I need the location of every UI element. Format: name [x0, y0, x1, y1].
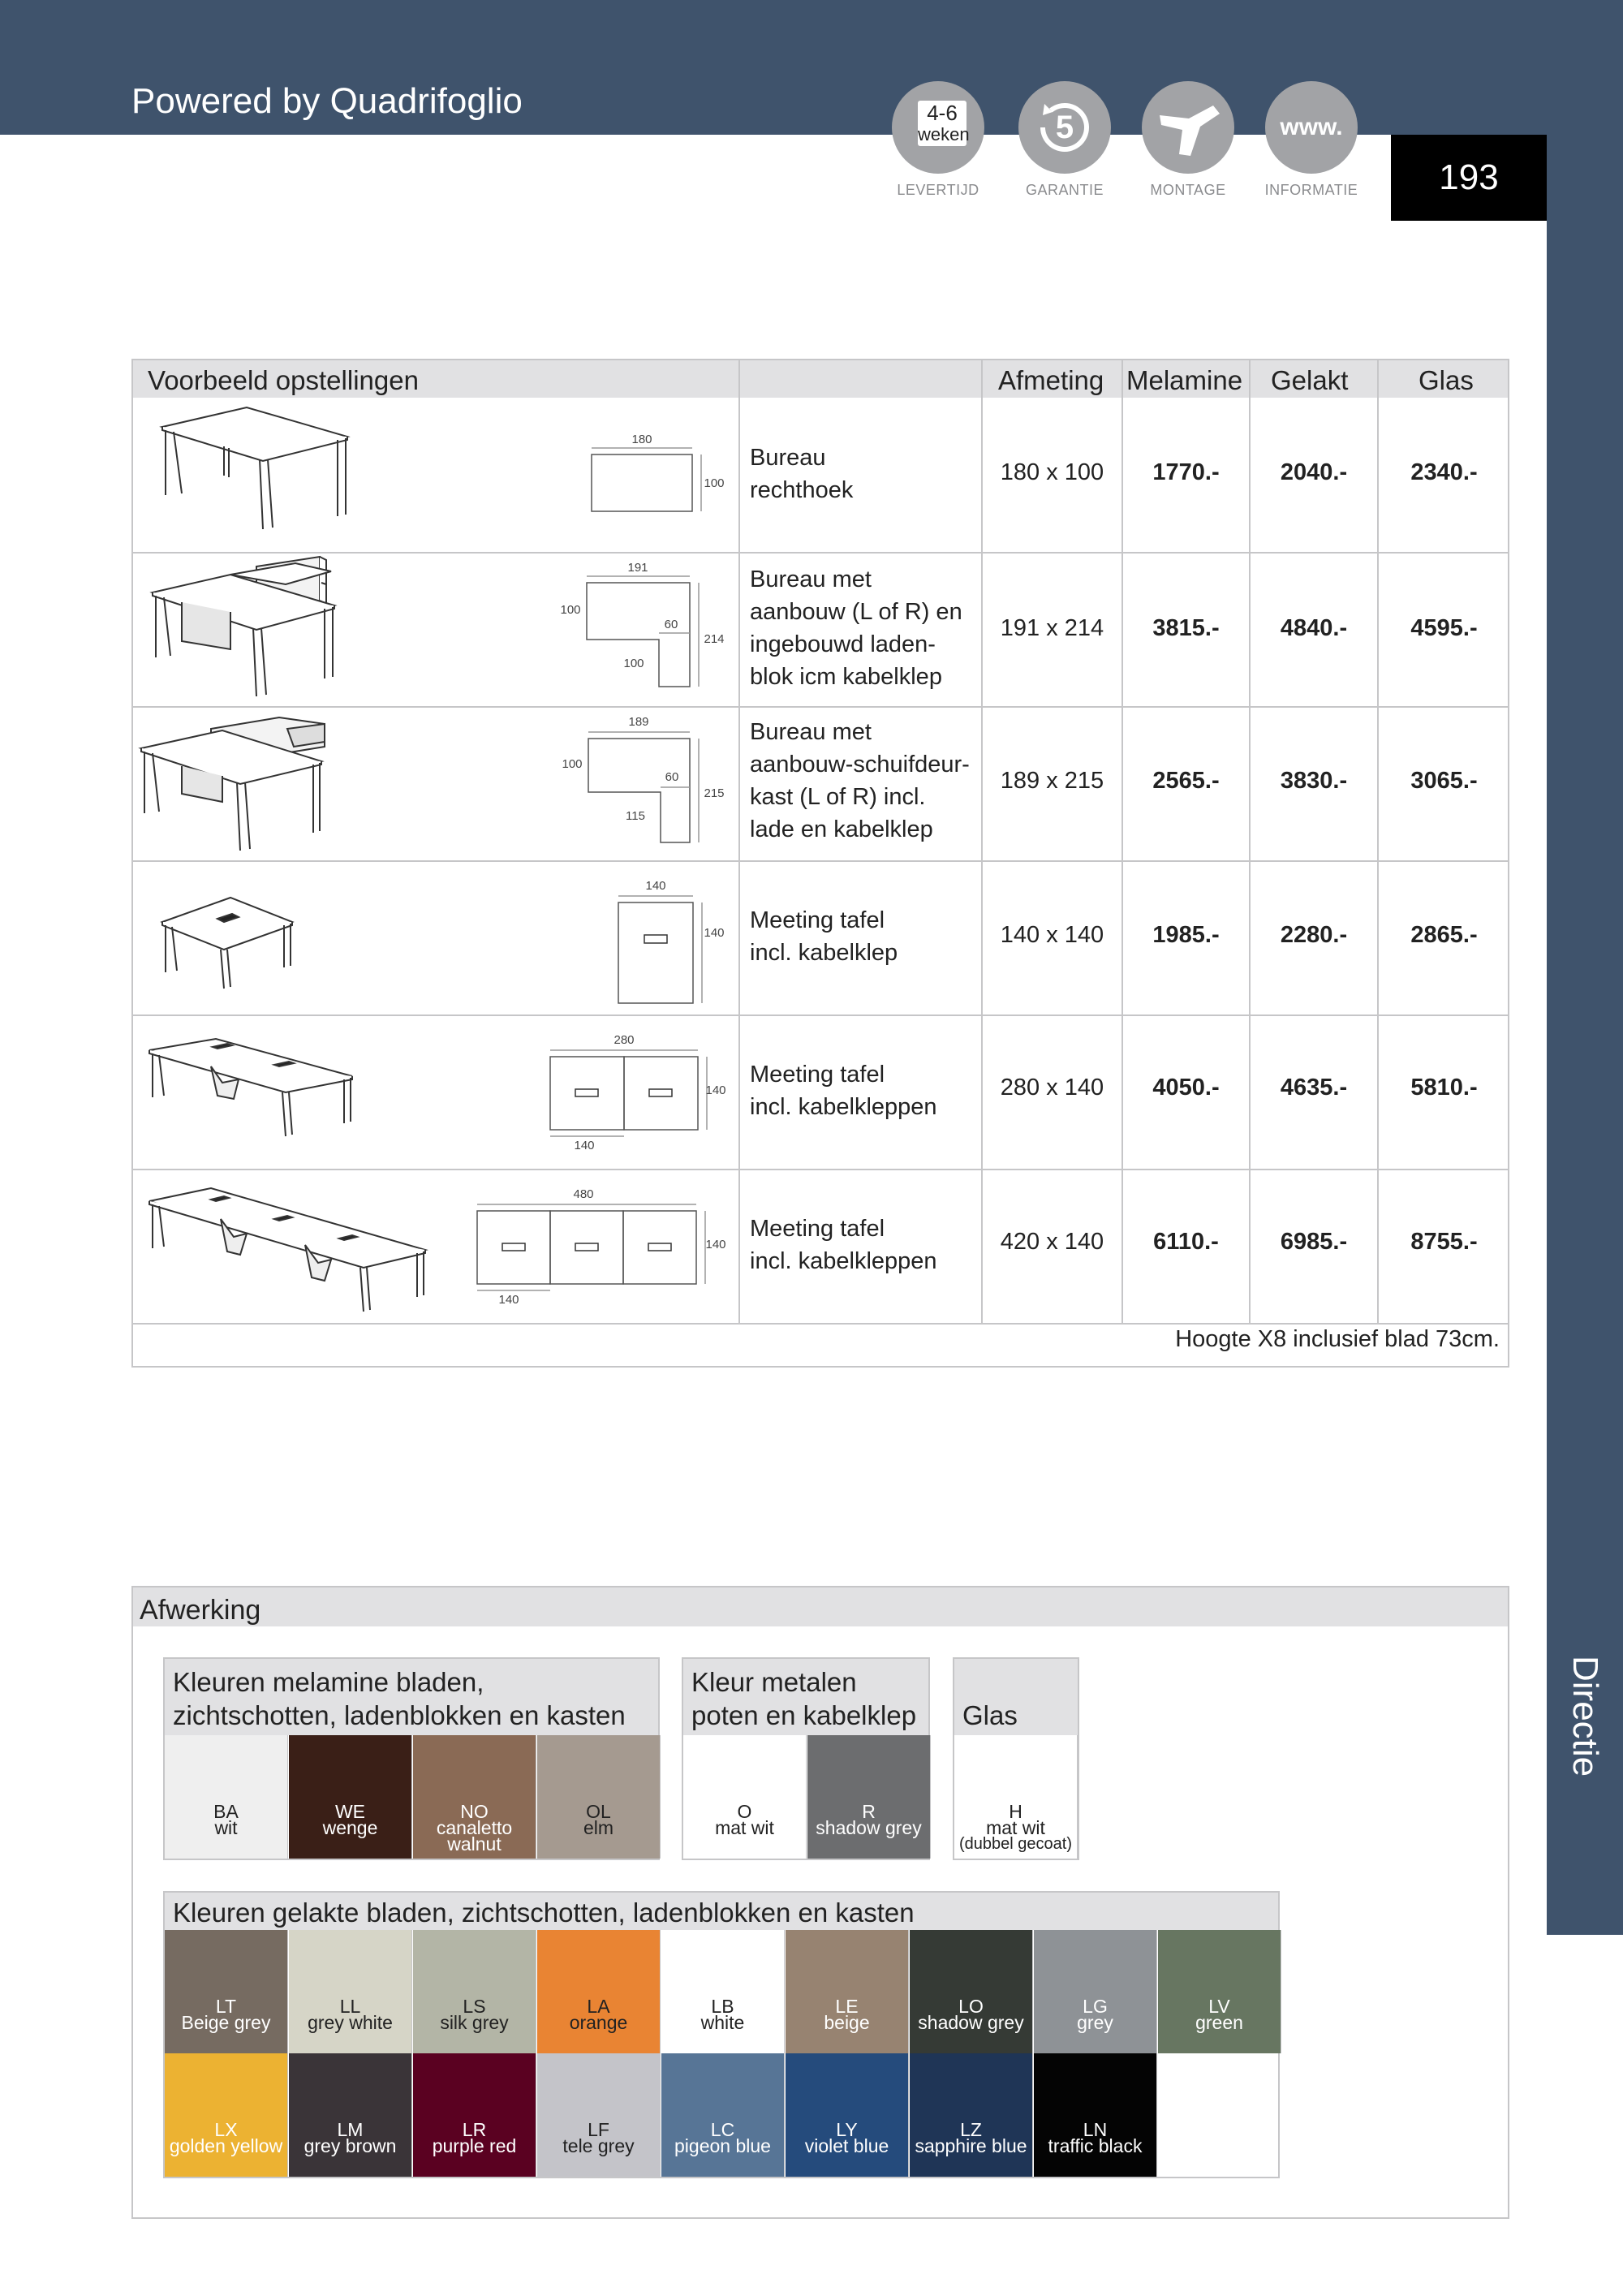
dim-width: 180: [631, 433, 652, 446]
dim-depth: 100: [562, 757, 583, 771]
swatch-name: green: [1195, 2012, 1243, 2033]
wrench-icon: [1142, 81, 1234, 174]
truck-icon: [892, 81, 984, 174]
price-lacquered: 2040.-: [1280, 459, 1348, 485]
swatch-code: LY: [836, 2119, 858, 2140]
table-row: [133, 706, 1508, 860]
swatch-label: [1034, 2119, 1156, 2156]
warranty-label: GARANTIE: [1025, 182, 1104, 198]
color-swatch-lx: [165, 2053, 288, 2177]
price-glass: 8755.-: [1410, 1229, 1478, 1255]
color-swatch-lc: [661, 2053, 785, 2177]
desc-line: kast (L of R) incl.: [750, 784, 926, 810]
warranty-5-icon: [1018, 81, 1111, 174]
finishes-panel: [131, 1586, 1509, 2219]
swatch-label: [954, 1803, 1077, 1852]
dim-depth: 140: [705, 1083, 726, 1097]
swatch-label: [537, 1998, 660, 2031]
group-title-line: Kleur metalen: [691, 1667, 857, 1697]
swatch-name: tele grey: [562, 2135, 635, 2156]
dim-width: 191: [627, 561, 648, 575]
swatch-code: LE: [835, 1996, 859, 2017]
size-cell: 420 x 140: [1000, 1229, 1104, 1255]
swatch-label: [683, 1803, 806, 1836]
dim-depth: 140: [705, 1238, 726, 1251]
group-title-line: zichtschotten, ladenblokken en kasten: [173, 1700, 626, 1730]
swatch-name: mat wit: [715, 1817, 774, 1838]
swatch-name: grey: [1077, 2012, 1113, 2033]
meeting-table-double-illustration: [133, 1014, 738, 1169]
product-table: [131, 359, 1509, 1368]
color-swatch-lg: [1034, 1930, 1157, 2053]
size-cell: 280 x 140: [1000, 1075, 1104, 1101]
swatch-name: purple red: [432, 2135, 517, 2156]
dim-width: 140: [645, 879, 666, 893]
swatch-name: golden yellow: [169, 2135, 283, 2156]
header-glass: Glas: [1419, 365, 1474, 395]
page-number: 193: [1391, 135, 1547, 221]
color-swatch-le: [786, 1930, 909, 2053]
melamine-colors-group: [163, 1657, 660, 1860]
swatch-name: elm: [583, 1817, 614, 1838]
metal-group-title: [683, 1659, 928, 1735]
assembly-label: MONTAGE: [1150, 182, 1226, 198]
row-description: [750, 1058, 985, 1123]
swatch-name: white: [700, 2012, 745, 2033]
color-swatch-lr: [413, 2053, 536, 2177]
header-melamine: Melamine: [1126, 365, 1243, 395]
swatch-code: LX: [214, 2119, 238, 2140]
swatch-name: Beige grey: [181, 2012, 271, 2033]
color-swatch-lt: [165, 1930, 288, 2053]
desk-extension-drawer-illustration: [133, 552, 738, 706]
price-melamine: 1770.-: [1152, 459, 1220, 485]
color-swatch-ln: [1034, 2053, 1157, 2177]
swatch-code: R: [862, 1801, 876, 1822]
swatch-code: LG: [1083, 1996, 1108, 2017]
swatch-code: LN: [1083, 2119, 1108, 2140]
delivery-time-badge: [885, 81, 991, 199]
price-lacquered: 4635.-: [1280, 1075, 1348, 1101]
color-swatch-ol: [537, 1735, 661, 1859]
swatch-label: [1158, 1998, 1281, 2031]
dim-extension: 60: [664, 618, 678, 631]
swatch-name: beige: [824, 2012, 870, 2033]
brand-title: Powered by Quadrifoglio: [131, 81, 523, 121]
swatch-name: grey brown: [304, 2135, 397, 2156]
color-swatch-ba: [165, 1735, 288, 1859]
dim-base: 100: [623, 657, 644, 670]
swatch-label: [289, 1803, 411, 1836]
swatch-code: BA: [213, 1801, 239, 1822]
metal-color-group: [682, 1657, 930, 1860]
swatch-code: OL: [586, 1801, 611, 1822]
delivery-weeks-unit: weken: [918, 124, 970, 144]
swatch-code: LR: [462, 2119, 487, 2140]
www-icon: [1265, 81, 1358, 174]
price-melamine: 3815.-: [1152, 615, 1220, 641]
swatch-label: [413, 1803, 536, 1852]
dim-base: 140: [574, 1139, 595, 1152]
swatch-label: [165, 2119, 287, 2156]
meeting-table-triple-illustration: [133, 1169, 738, 1323]
price-lacquered: 6985.-: [1280, 1229, 1348, 1255]
color-swatch-lb: [661, 1930, 785, 2053]
color-swatch-la: [537, 1930, 661, 2053]
swatch-code: LO: [958, 1996, 984, 2017]
table-row: [133, 1014, 1508, 1169]
size-cell: 140 x 140: [1000, 922, 1104, 948]
swatch-name: silk grey: [440, 2012, 509, 2033]
swatch-label: [413, 1998, 536, 2031]
swatch-label: [661, 2119, 784, 2156]
lacquer-colors-group: [163, 1891, 1280, 2178]
swatch-label: [165, 1998, 287, 2031]
size-cell: 191 x 214: [1000, 615, 1104, 641]
price-lacquered: 2280.-: [1280, 922, 1348, 948]
table-row: [133, 398, 1508, 552]
dim-extension: 60: [665, 770, 679, 784]
www-text: www.: [1280, 114, 1343, 140]
row-description: [750, 1213, 985, 1277]
swatch-name: mat wit: [986, 1817, 1045, 1838]
row-description: [750, 716, 985, 846]
header-lacquered: Gelakt: [1271, 365, 1349, 395]
dim-base: 140: [498, 1293, 519, 1307]
price-lacquered: 4840.-: [1280, 615, 1348, 641]
table-row: [133, 860, 1508, 1014]
dim-depth: 140: [704, 926, 725, 940]
warranty-years: 5: [1055, 110, 1074, 145]
swatch-code: LC: [710, 2119, 735, 2140]
color-swatch-o: [683, 1735, 807, 1859]
swatch-label: [807, 1803, 930, 1836]
swatch-label: [786, 2119, 908, 2156]
price-melamine: 1985.-: [1152, 922, 1220, 948]
swatch-name: grey white: [308, 2012, 393, 2033]
swatch-code: WE: [334, 1801, 366, 1822]
swatch-label: [661, 1998, 784, 2031]
color-swatch-no: [413, 1735, 536, 1859]
price-glass: 2865.-: [1410, 922, 1478, 948]
height-note: Hoogte X8 inclusief blad 73cm.: [1175, 1326, 1500, 1352]
swatch-code: LA: [587, 1996, 610, 2017]
swatch-code: LF: [588, 2119, 609, 2140]
color-swatch-lv: [1158, 1930, 1281, 2053]
color-swatch-lz: [910, 2053, 1033, 2177]
row-description: [750, 904, 985, 969]
swatch-name: orange: [569, 2012, 628, 2033]
swatch-name: violet blue: [804, 2135, 889, 2156]
swatch-code: LM: [337, 2119, 364, 2140]
color-swatch-r: [807, 1735, 931, 1859]
desc-line: incl. kabelklep: [750, 940, 898, 966]
desc-line: incl. kabelkleppen: [750, 1094, 937, 1120]
section-label-text: Directie: [1565, 1656, 1605, 1777]
delivery-weeks-value: 4-6: [927, 101, 958, 125]
swatch-label: [165, 1803, 287, 1836]
color-swatch-lo: [910, 1930, 1033, 2053]
dim-width: 189: [628, 715, 649, 729]
desc-line: Meeting tafel: [750, 1216, 885, 1242]
desc-line: Meeting tafel: [750, 1062, 885, 1088]
swatch-name: canaletto walnut: [436, 1817, 513, 1854]
swatch-code: H: [1009, 1801, 1022, 1822]
swatch-code: O: [737, 1801, 752, 1822]
swatch-label: [786, 1998, 908, 2031]
glass-group-title: Glas: [954, 1659, 1078, 1735]
assembly-badge: [1135, 81, 1241, 199]
swatch-extra: (dubbel gecoat): [959, 1835, 1072, 1853]
swatch-code: LT: [215, 1996, 237, 2017]
group-title-line: Kleuren melamine bladen,: [173, 1667, 484, 1697]
swatch-label: [537, 2119, 660, 2156]
swatch-name: shadow grey: [816, 1817, 922, 1838]
meeting-table-square-illustration: [133, 860, 738, 1014]
desc-line: Bureau: [750, 445, 826, 471]
row-description: [750, 563, 985, 693]
desk-rectangle-illustration: [133, 398, 738, 552]
swatch-code: LL: [339, 1996, 361, 2017]
desk-sliding-door-cabinet-illustration: [133, 706, 738, 860]
dim-length: 214: [704, 632, 725, 646]
swatch-label: [413, 2119, 536, 2156]
info-badge: [1259, 81, 1364, 199]
delivery-label: LEVERTIJD: [897, 182, 979, 198]
swatch-name: wenge: [322, 1817, 378, 1838]
size-cell: 180 x 100: [1000, 459, 1104, 485]
row-description: [750, 442, 985, 506]
size-cell: 189 x 215: [1000, 768, 1104, 794]
swatch-code: LZ: [960, 2119, 982, 2140]
table-row: [133, 552, 1508, 706]
desc-line: Bureau met: [750, 566, 872, 592]
swatch-name: shadow grey: [918, 2012, 1024, 2033]
price-glass: 3065.-: [1410, 768, 1478, 794]
desc-line: blok icm kabelklep: [750, 664, 942, 690]
swatch-label: [1034, 1998, 1156, 2031]
swatch-code: LB: [711, 1996, 734, 2017]
price-glass: 4595.-: [1410, 615, 1478, 641]
swatch-label: [910, 1998, 1032, 2031]
color-swatch-ll: [289, 1930, 412, 2053]
desc-line: incl. kabelkleppen: [750, 1248, 937, 1274]
swatch-label: [289, 2119, 411, 2156]
swatch-code: LS: [463, 1996, 486, 2017]
group-title-line: poten en kabelklep: [691, 1700, 917, 1730]
dim-width: 480: [573, 1187, 594, 1201]
warranty-badge: [1012, 81, 1117, 199]
price-glass: 5810.-: [1410, 1075, 1478, 1101]
dim-width: 280: [613, 1033, 635, 1047]
header-configurations: Voorbeeld opstellingen: [148, 365, 419, 395]
color-swatch-we: [289, 1735, 412, 1859]
swatch-name: wit: [214, 1817, 238, 1838]
desc-line: lade en kabelklep: [750, 816, 933, 842]
glass-color-group: [953, 1657, 1079, 1860]
swatch-code: NO: [460, 1801, 489, 1822]
desc-line: rechthoek: [750, 477, 854, 503]
price-glass: 2340.-: [1410, 459, 1478, 485]
info-label: INFORMATIE: [1264, 182, 1358, 198]
swatch-label: [537, 1803, 660, 1836]
color-swatch-ly: [786, 2053, 909, 2177]
dim-depth: 100: [704, 476, 725, 490]
dim-depth: 100: [560, 603, 581, 617]
header-size: Afmeting: [998, 365, 1104, 395]
finishes-title: Afwerking: [133, 1587, 1508, 1626]
color-swatch-lf: [537, 2053, 661, 2177]
swatch-label: [289, 1998, 411, 2031]
swatch-name: pigeon blue: [674, 2135, 771, 2156]
swatch-name: traffic black: [1048, 2135, 1143, 2156]
melamine-group-title: [165, 1659, 658, 1735]
desc-line: Meeting tafel: [750, 907, 885, 933]
swatch-code: LV: [1208, 1996, 1230, 2017]
price-melamine: 4050.-: [1152, 1075, 1220, 1101]
row-divider: [133, 1323, 1508, 1325]
color-swatch-lm: [289, 2053, 412, 2177]
color-swatch-h: [954, 1735, 1078, 1859]
desc-line: aanbouw-schuifdeur-: [750, 752, 970, 778]
price-lacquered: 3830.-: [1280, 768, 1348, 794]
dim-length: 215: [704, 786, 725, 800]
lacquer-group-title: Kleuren gelakte bladen, zichtschotten, ladenblokken en kasten: [165, 1893, 1278, 1930]
price-melamine: 6110.-: [1153, 1229, 1219, 1255]
swatch-name: sapphire blue: [915, 2135, 1027, 2156]
price-melamine: 2565.-: [1152, 768, 1220, 794]
section-label: [1547, 1656, 1623, 1802]
desc-line: ingebouwd laden-: [750, 631, 936, 657]
desc-line: aanbouw (L of R) en: [750, 599, 962, 625]
table-row: [133, 1169, 1508, 1323]
color-swatch-ls: [413, 1930, 536, 2053]
dim-base: 115: [626, 809, 645, 823]
desc-line: Bureau met: [750, 719, 872, 745]
swatch-label: [910, 2119, 1032, 2156]
